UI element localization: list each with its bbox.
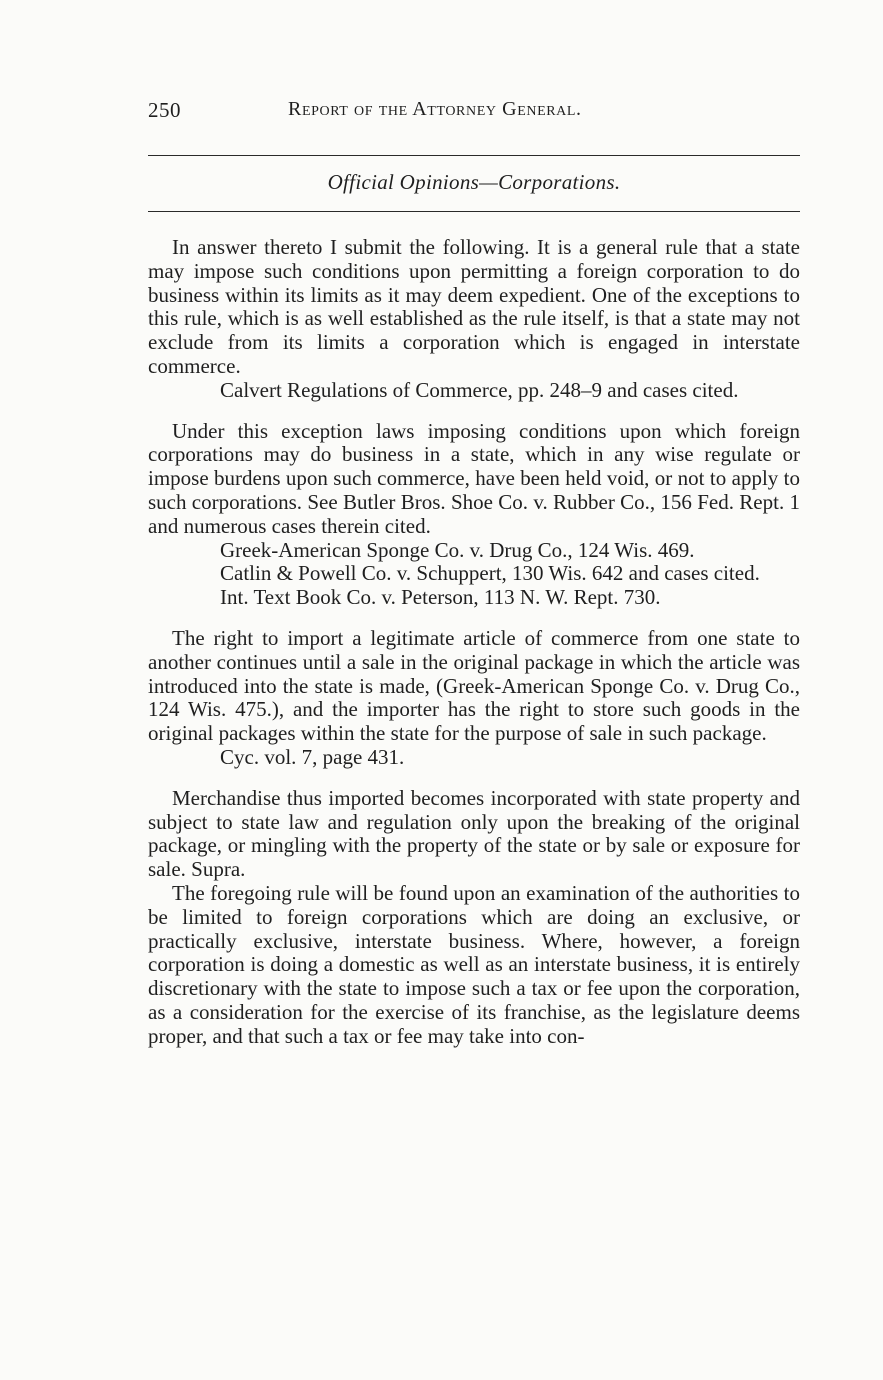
citation-cyc: Cyc. vol. 7, page 431.	[220, 744, 405, 769]
top-rule	[148, 155, 800, 156]
citation-calvert: Calvert Regulations of Commerce, pp. 248–9 and cases cited.	[220, 377, 739, 402]
paragraph-1: In answer thereto I submit the following. It is a general rule that a state may impose such conditions upon permitting a foreign corporation to do business within its limits as it may deem expedient. One of the exceptions to this rule, which is as well established as the rule itself, is that a state may not exclude from its limits a corporation which is engaged in interstate commerce.	[148, 235, 800, 378]
citation-int-text-book: Int. Text Book Co. v. Peterson, 113 N. W. Rept. 730.	[220, 585, 661, 610]
paragraph-3: The right to import a legitimate article of commerce from one state to another continues until a sale in the original package in which the article was introduced into the state is made, (Greek-American Sponge Co. v. Drug Co., 124 Wis. 475.), and the importer has the right to store such goods in the original packages within the state for the purpose of sale in such package.	[148, 625, 800, 746]
running-header	[148, 98, 800, 128]
page-number: 250	[148, 98, 181, 122]
citation-greek-american: Greek-American Sponge Co. v. Drug Co., 124 Wis. 469.	[220, 537, 695, 562]
paragraph-4: Merchandise thus imported becomes incorporated with state property and subject to state law and regulation only upon the breaking of the original package, or mingling with the property of the state or by sale or exposure for sale. Supra.	[148, 785, 800, 882]
paragraph-5: The foregoing rule will be found upon an examination of the authorities to be limited to foreign corporations which are doing an exclusive, or practically exclusive, interstate business. Where, however, a foreign corporation is doing a domestic as well as an interstate business, it is entirely discretionary with the state to impose such a tax or fee upon the corporation, as a consideration for the exercise of its franchise, as the legislature deems proper, and that such a tax or fee may take into con-	[148, 880, 800, 1048]
paragraph-2: Under this exception laws imposing conditions upon which foreign corporations may do business in a state, which in any wise regulate or impose burdens upon such commerce, have been held void, or not to apply to such corporations. See Butler Bros. Shoe Co. v. Rubber Co., 156 Fed. Rept. 1 and numerous cases therein cited.	[148, 418, 800, 538]
bottom-rule	[148, 211, 800, 212]
citation-catlin: Catlin & Powell Co. v. Schuppert, 130 Wis. 642 and cases cited.	[220, 561, 760, 586]
body-text	[148, 236, 800, 1049]
section-title: Official Opinions—Corporations.	[327, 170, 621, 194]
running-title: Report of the Attorney General.	[288, 98, 582, 120]
